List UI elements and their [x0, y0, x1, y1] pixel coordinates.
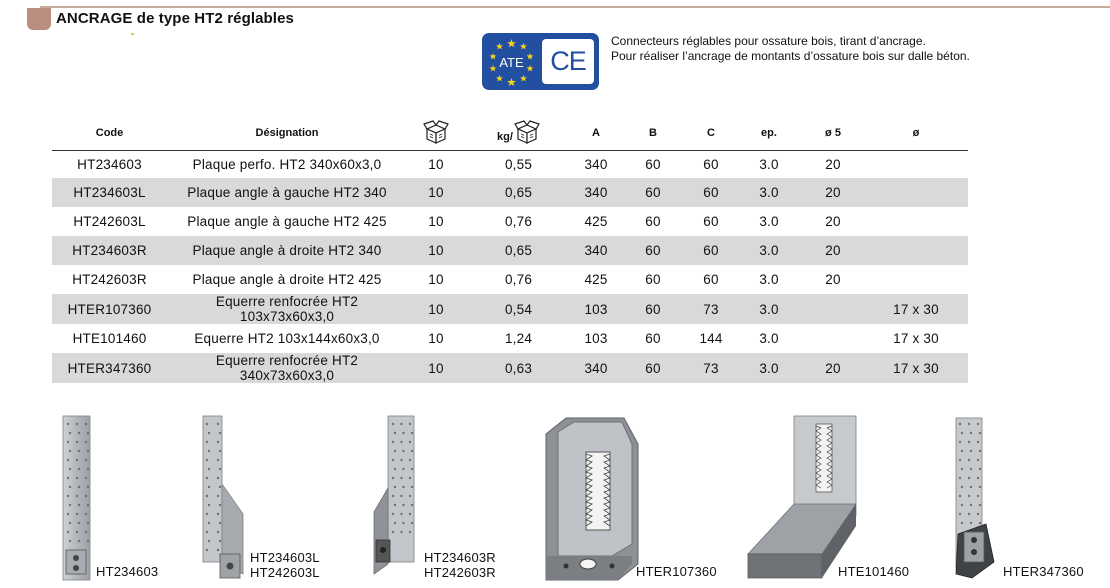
perforation-hole [400, 495, 402, 497]
perforation-hole [402, 432, 404, 434]
table-row [52, 294, 968, 324]
cell-a: 340 [584, 156, 608, 172]
perforation-hole [219, 450, 221, 452]
cell-weight: 0,65 [465, 178, 572, 207]
perforation-hole [392, 441, 394, 443]
perforation-hole [961, 450, 963, 452]
ce-mark: CE [542, 39, 594, 84]
cell-a: 425 [584, 272, 608, 287]
perforation-hole [206, 459, 208, 461]
perforation-hole [400, 513, 402, 515]
cell-quantity: 10 [428, 272, 444, 287]
certification-badge [482, 33, 599, 90]
perforation-hole [979, 468, 981, 470]
perforation-hole [219, 468, 221, 470]
header-diameter: ø [864, 116, 968, 150]
perforation-hole [85, 459, 87, 461]
perforation-hole [411, 504, 413, 506]
cell-code: HT242603R [72, 272, 147, 287]
cell-b: 60 [620, 353, 686, 383]
cell-thickness: 3.0 [736, 353, 802, 383]
product-table [52, 116, 968, 383]
cell-a: 340 [572, 236, 620, 265]
table-row [52, 150, 968, 178]
product-label-line: HT234603R [424, 550, 496, 565]
cell-code: HTE101460 [72, 331, 147, 346]
cell-code: HTER107360 [52, 294, 167, 324]
perforation-hole [970, 504, 972, 506]
cell-weight: 0,76 [504, 214, 533, 229]
header-kg-label: kg/ [497, 130, 513, 143]
perforation-hole [69, 540, 71, 542]
perforation-hole [76, 423, 78, 425]
cell-diameter-5: 20 [825, 214, 841, 229]
perforation-hole [87, 522, 89, 524]
product-image-ht234603 [58, 414, 98, 582]
cell-quantity: 10 [428, 156, 444, 172]
perforation-hole [961, 522, 963, 524]
perforation-hole [217, 459, 219, 461]
perforation-hole [69, 504, 71, 506]
cell-weight: 0,55 [504, 156, 533, 172]
perforation-hole [411, 432, 413, 434]
perforation-hole [961, 468, 963, 470]
perforation-hole [402, 522, 404, 524]
perforation-hole [400, 477, 402, 479]
product-label-line: HT242603L [250, 565, 320, 580]
perforation-hole [400, 441, 402, 443]
perforation-hole [968, 513, 970, 515]
cell-diameter-5 [802, 324, 864, 353]
cell-a: 340 [572, 353, 620, 383]
cell-code: HT234603L [52, 178, 167, 207]
product-image-ht234603r [370, 414, 420, 582]
product-label: HTER107360 [636, 564, 717, 579]
perforation-hole [402, 504, 404, 506]
perforation-hole [87, 486, 89, 488]
perforation-hole [78, 468, 80, 470]
perforation-hole [409, 441, 411, 443]
cell-diameter-5: 20 [802, 178, 864, 207]
perforation-hole [87, 450, 89, 452]
cell-weight: 1,24 [504, 331, 533, 346]
perforation-hole [968, 495, 970, 497]
perforation-hole [977, 459, 979, 461]
perforation-hole [76, 513, 78, 515]
perforation-hole [392, 495, 394, 497]
table-row [52, 178, 968, 207]
perforation-hole [206, 495, 208, 497]
cell-c: 73 [686, 294, 736, 324]
perforation-hole [409, 513, 411, 515]
cell-a: 425 [584, 214, 608, 229]
perforation-hole [217, 441, 219, 443]
perforation-hole [979, 522, 981, 524]
cell-a: 103 [584, 331, 608, 346]
perforation-hole [400, 423, 402, 425]
perforation-hole [409, 423, 411, 425]
cell-thickness: 3.0 [759, 214, 779, 229]
perforation-hole [392, 477, 394, 479]
perforation-hole [970, 450, 972, 452]
cell-quantity: 10 [407, 236, 465, 265]
description-line: Pour réaliser l’ancrage de montants d’ossature bois sur dalle béton. [611, 49, 970, 63]
perforation-hole [409, 495, 411, 497]
perforation-hole [67, 423, 69, 425]
perforation-hole [85, 531, 87, 533]
box-icon [423, 120, 449, 146]
perforation-hole [961, 432, 963, 434]
perforation-hole [411, 522, 413, 524]
cell-a: 103 [572, 294, 620, 324]
perforation-hole [67, 441, 69, 443]
product-label-line: HT234603L [250, 550, 320, 565]
cell-designation: Equerre HT2 103x144x60x3,0 [194, 331, 380, 346]
perforation-hole [219, 432, 221, 434]
cell-diameter [864, 265, 968, 294]
perforation-hole [394, 450, 396, 452]
perforation-hole [217, 531, 219, 533]
cell-diameter: 17 x 30 [864, 294, 968, 324]
cell-thickness: 3.0 [759, 156, 779, 172]
perforation-hole [78, 540, 80, 542]
cell-weight: 0,65 [465, 236, 572, 265]
top-rule [40, 6, 1110, 8]
perforation-hole [968, 441, 970, 443]
cell-c: 60 [686, 178, 736, 207]
perforation-hole [217, 423, 219, 425]
perforation-hole [409, 531, 411, 533]
perforation-hole [959, 477, 961, 479]
perforation-hole [208, 522, 210, 524]
perforation-hole [979, 432, 981, 434]
perforation-hole [970, 432, 972, 434]
cell-b: 60 [620, 294, 686, 324]
perforation-hole [970, 522, 972, 524]
cell-code: HTER347360 [52, 353, 167, 383]
cell-designation: Equerre renfocrée HT2 340x73x60x3,0 [167, 353, 407, 383]
cell-weight: 0,54 [465, 294, 572, 324]
perforation-hole [208, 468, 210, 470]
decorative-dot [131, 33, 134, 35]
cell-diameter-5: 20 [802, 236, 864, 265]
product-image-hter107360 [536, 414, 646, 582]
perforation-hole [392, 531, 394, 533]
perforation-hole [411, 468, 413, 470]
cell-diameter-5: 20 [825, 156, 841, 172]
title-accent-tab [27, 8, 51, 30]
perforation-hole [219, 504, 221, 506]
perforation-hole [78, 486, 80, 488]
perforation-hole [219, 486, 221, 488]
cell-weight: 0,63 [465, 353, 572, 383]
perforation-hole [392, 459, 394, 461]
cell-diameter [864, 150, 968, 178]
cell-thickness: 3.0 [759, 272, 779, 287]
perforation-hole [392, 423, 394, 425]
product-label [250, 550, 320, 580]
perforation-hole [959, 513, 961, 515]
table-row [52, 353, 968, 383]
perforation-hole [69, 486, 71, 488]
header-c: C [686, 116, 736, 150]
perforation-hole [968, 423, 970, 425]
perforation-hole [394, 432, 396, 434]
cell-code: HT242603L [73, 214, 146, 229]
cell-quantity: 10 [407, 294, 465, 324]
cell-quantity: 10 [407, 353, 465, 383]
perforation-hole [206, 531, 208, 533]
perforation-hole [394, 522, 396, 524]
perforation-hole [67, 477, 69, 479]
cell-b: 60 [620, 178, 686, 207]
perforation-hole [979, 450, 981, 452]
perforation-hole [411, 450, 413, 452]
perforation-hole [977, 513, 979, 515]
box-icon [514, 120, 540, 146]
header-designation: Désignation [167, 116, 407, 150]
perforation-hole [85, 495, 87, 497]
cell-designation: Plaque angle à droite HT2 340 [167, 236, 407, 265]
header-weight [465, 116, 572, 150]
perforation-hole [409, 459, 411, 461]
cell-thickness: 3.0 [736, 294, 802, 324]
perforation-hole [394, 468, 396, 470]
header-a: A [572, 116, 620, 150]
header-quantity [407, 116, 465, 150]
cell-diameter: 17 x 30 [893, 331, 939, 346]
cell-b: 60 [645, 331, 661, 346]
cell-c: 60 [703, 214, 719, 229]
header-thickness: ep. [736, 116, 802, 150]
perforation-hole [76, 459, 78, 461]
perforation-hole [87, 432, 89, 434]
perforation-hole [959, 441, 961, 443]
cell-diameter [864, 178, 968, 207]
perforation-hole [67, 513, 69, 515]
header-diameter-5: ø 5 [802, 116, 864, 150]
table-header-row [52, 116, 968, 150]
cell-b: 60 [645, 156, 661, 172]
perforation-hole [76, 531, 78, 533]
perforation-hole [208, 450, 210, 452]
cell-c: 60 [703, 156, 719, 172]
perforation-hole [977, 477, 979, 479]
table-row [52, 207, 968, 236]
perforation-hole [87, 468, 89, 470]
page-title: ANCRAGE de type HT2 réglables [56, 10, 294, 27]
perforation-hole [206, 423, 208, 425]
cell-designation: Plaque angle à gauche HT2 425 [187, 214, 387, 229]
perforation-hole [67, 459, 69, 461]
cell-diameter-5: 20 [802, 353, 864, 383]
perforation-hole [392, 513, 394, 515]
cell-code: HT234603R [52, 236, 167, 265]
product-image-hte101460 [742, 414, 862, 582]
product-image-hter347360 [948, 414, 1000, 582]
perforation-hole [402, 450, 404, 452]
perforation-hole [67, 495, 69, 497]
perforation-hole [208, 504, 210, 506]
perforation-hole [76, 495, 78, 497]
cell-diameter [864, 236, 968, 265]
cell-code: HT234603 [77, 156, 142, 172]
cell-designation: Plaque angle à droite HT2 425 [192, 272, 382, 287]
perforation-hole [970, 468, 972, 470]
perforation-hole [400, 459, 402, 461]
perforation-hole [78, 432, 80, 434]
perforation-hole [208, 486, 210, 488]
perforation-hole [977, 495, 979, 497]
perforation-hole [78, 450, 80, 452]
cell-c: 60 [686, 236, 736, 265]
header-code: Code [52, 116, 167, 150]
perforation-hole [76, 441, 78, 443]
product-label-line: HT242603R [424, 565, 496, 580]
perforation-hole [968, 477, 970, 479]
cell-thickness: 3.0 [759, 331, 779, 346]
product-description [611, 34, 970, 64]
perforation-hole [979, 486, 981, 488]
perforation-hole [206, 549, 208, 551]
product-label: HTE101460 [838, 564, 910, 579]
perforation-hole [977, 423, 979, 425]
perforation-hole [85, 513, 87, 515]
cell-quantity: 10 [428, 214, 444, 229]
perforation-hole [968, 459, 970, 461]
cell-designation: Equerre renfocrée HT2 103x73x60x3,0 [167, 294, 407, 324]
cell-thickness: 3.0 [736, 236, 802, 265]
perforation-hole [206, 441, 208, 443]
ate-eu-stars-logo [485, 36, 538, 87]
perforation-hole [69, 432, 71, 434]
cell-designation: Plaque angle à gauche HT2 340 [167, 178, 407, 207]
product-image-ht234603l [198, 414, 250, 582]
perforation-hole [217, 477, 219, 479]
cell-c: 144 [699, 331, 723, 346]
perforation-hole [217, 513, 219, 515]
product-label: HTER347360 [1003, 564, 1084, 579]
perforation-hole [76, 477, 78, 479]
perforation-hole [78, 504, 80, 506]
perforation-hole [219, 540, 221, 542]
cell-b: 60 [620, 236, 686, 265]
cell-b: 60 [645, 214, 661, 229]
description-line: Connecteurs réglables pour ossature bois, tirant d’ancrage. [611, 34, 926, 48]
perforation-hole [394, 504, 396, 506]
table-row [52, 324, 968, 353]
perforation-hole [69, 522, 71, 524]
perforation-hole [409, 477, 411, 479]
table-row [52, 265, 968, 294]
cell-weight: 0,76 [504, 272, 533, 287]
cell-diameter: 17 x 30 [864, 353, 968, 383]
table-row [52, 236, 968, 265]
perforation-hole [402, 486, 404, 488]
perforation-hole [961, 486, 963, 488]
cell-c: 73 [686, 353, 736, 383]
perforation-hole [219, 522, 221, 524]
product-label [424, 550, 496, 580]
ate-label: ATE [499, 55, 524, 70]
perforation-hole [85, 441, 87, 443]
perforation-hole [87, 540, 89, 542]
perforation-hole [85, 477, 87, 479]
perforation-hole [217, 495, 219, 497]
cell-b: 60 [645, 272, 661, 287]
cell-diameter-5 [802, 294, 864, 324]
header-b: B [620, 116, 686, 150]
perforation-hole [217, 549, 219, 551]
perforation-hole [67, 531, 69, 533]
perforation-hole [979, 504, 981, 506]
perforation-hole [78, 522, 80, 524]
perforation-hole [959, 459, 961, 461]
perforation-hole [977, 441, 979, 443]
perforation-hole [206, 477, 208, 479]
perforation-hole [959, 423, 961, 425]
perforation-hole [87, 504, 89, 506]
cell-quantity: 10 [428, 331, 444, 346]
cell-diameter-5: 20 [825, 272, 841, 287]
perforation-hole [208, 540, 210, 542]
perforation-hole [961, 504, 963, 506]
cell-designation: Plaque perfo. HT2 340x60x3,0 [192, 156, 382, 172]
perforation-hole [959, 495, 961, 497]
cell-diameter [864, 207, 968, 236]
cell-quantity: 10 [407, 178, 465, 207]
perforation-hole [208, 432, 210, 434]
product-label: HT234603 [96, 564, 159, 579]
perforation-hole [394, 486, 396, 488]
perforation-hole [69, 450, 71, 452]
perforation-hole [402, 468, 404, 470]
cell-a: 340 [572, 178, 620, 207]
cell-c: 60 [703, 272, 719, 287]
perforation-hole [69, 468, 71, 470]
perforation-hole [206, 513, 208, 515]
perforation-hole [411, 486, 413, 488]
perforation-hole [85, 423, 87, 425]
perforation-hole [970, 486, 972, 488]
cell-thickness: 3.0 [736, 178, 802, 207]
perforation-hole [400, 531, 402, 533]
